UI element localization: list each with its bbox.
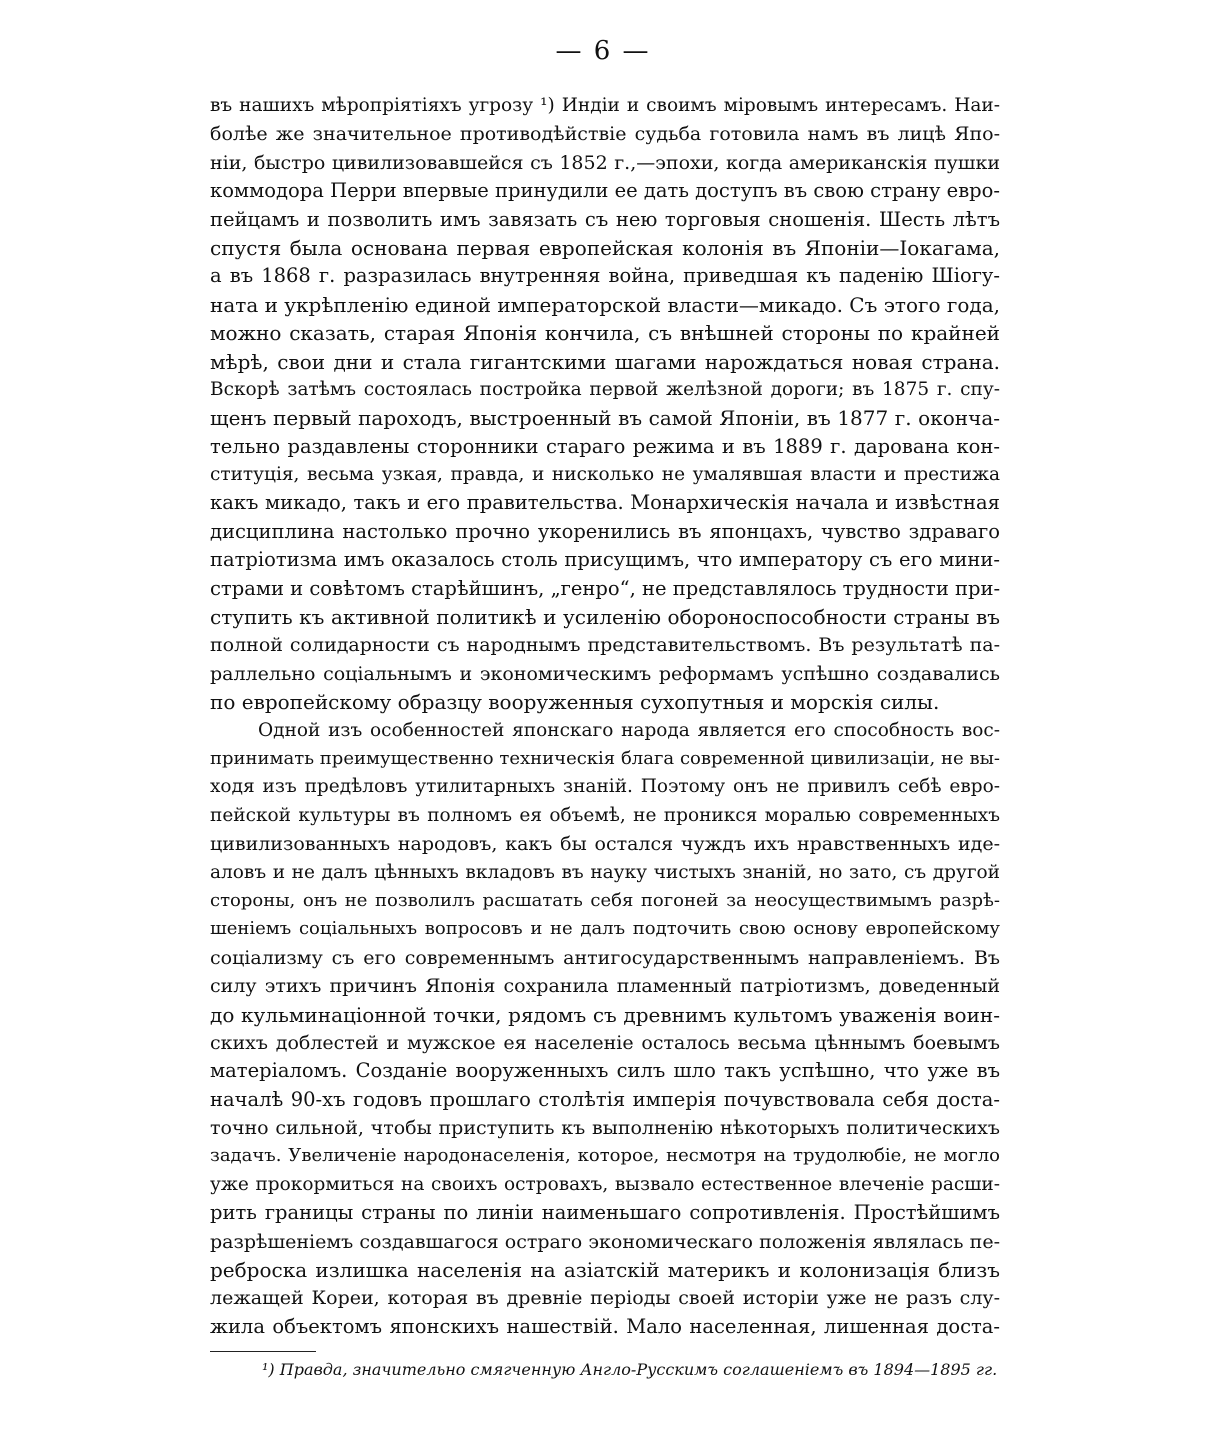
text-line: полной солидарности съ народнымъ представительствомъ. Въ результатѣ па- <box>210 634 1000 657</box>
text-line: ституція, весьма узкая, правда, и нисколько не умалявшая власти и престижа <box>210 464 1000 486</box>
text-line: уже прокормиться на своихъ островахъ, вызвало естественное влеченіе расши- <box>210 1173 1000 1195</box>
text-line: ніи, быстро цивилизовавшейся съ 1852 г.,—эпохи, когда американскія пушки <box>210 151 1000 174</box>
text-line: какъ микадо, такъ и его правительства. Монархическія начала и извѣстная <box>210 491 1000 515</box>
text-line: аловъ и не далъ цѣнныхъ вкладовъ въ науку чистыхъ знаній, но зато, съ другой <box>210 861 1000 883</box>
text-line: дисциплина настолько прочно укоренились въ японцахъ, чувство здраваго <box>210 519 1000 543</box>
text-line: реброска излишка населенія на азіатскій материкъ и колонизація близъ <box>210 1258 1000 1283</box>
text-line: матеріаломъ. Созданіе вооруженныхъ силъ шло такъ успѣшно, что уже въ <box>210 1059 1000 1083</box>
footnote-divider <box>210 1351 316 1352</box>
text-line: пейцамъ и позволить имъ завязать съ нею торговыя сношенія. Шесть лѣтъ <box>210 207 1000 231</box>
text-line: цивилизованныхъ народовъ, какъ бы остался чуждъ ихъ нравственныхъ иде- <box>210 833 1000 856</box>
text-line: а въ 1868 г. разразилась внутренняя война, приведшая къ паденію Шіогу- <box>210 264 1000 288</box>
text-line: до кульминаціонной точки, рядомъ съ древнимъ культомъ уваженія воин- <box>210 1002 1000 1027</box>
paragraph-1 <box>210 92 1000 717</box>
text-line: раллельно соціальнымъ и экономическимъ реформамъ успѣшно создавались <box>210 662 1000 685</box>
text-line: по европейскому образцу вооруженныя сухопутныя и морскія силы. <box>210 690 940 715</box>
text-line: ходя изъ предѣловъ утилитарныхъ знаній. Поэтому онъ не привилъ себѣ евро- <box>210 776 1000 798</box>
text-line: стороны, онъ не позволилъ расшатать себя погоней за неосуществимымъ разрѣ- <box>210 889 1000 911</box>
text-line: принимать преимущественно техническія блага современной цивилизаціи, не вы- <box>210 747 1000 769</box>
text-line: пейской культуры въ полномъ ея объемѣ, не проникся моралью современныхъ <box>210 804 1000 826</box>
text-line: силу этихъ причинъ Японія сохранила пламенный патріотизмъ, доведенный <box>210 975 1000 998</box>
text-line: разрѣшеніемъ создавшагося остраго экономическаго положенія являлась пе- <box>210 1230 1000 1253</box>
text-line: скихъ доблестей и мужское ея населеніе осталось весьма цѣннымъ боевымъ <box>210 1031 1000 1054</box>
paragraph-2 <box>210 717 1000 1342</box>
text-line: щенъ первый пароходъ, выстроенный въ самой Японіи, въ 1877 г. оконча- <box>210 406 1000 431</box>
text-line: тельно раздавлены сторонники стараго режима и въ 1889 г. дарована кон- <box>210 434 1000 458</box>
body-text <box>210 92 1000 1341</box>
text-line: шеніемъ соціальныхъ вопросовъ и не далъ подточить свою основу европейскому <box>210 918 1000 940</box>
text-line: ната и укрѣпленію единой императорской власти—микадо. Съ этого года, <box>210 292 1000 317</box>
text-line: мѣрѣ, свои дни и стала гигантскими шагами нарождаться новая страна. <box>210 349 1000 374</box>
text-line: рить границы страны по линіи наименьшаго сопротивленія. Простѣйшимъ <box>210 1201 1000 1225</box>
text-line: лежащей Кореи, которая въ древніе періоды своей исторіи уже не разъ слу- <box>210 1287 1000 1310</box>
text-line: началѣ 90-хъ годовъ прошлаго столѣтія имперія почувствовала себя доста- <box>210 1087 1000 1111</box>
text-line: задачъ. Увеличеніе народонаселенія, которое, несмотря на трудолюбіе, не могло <box>210 1145 1000 1167</box>
text-line: Одной изъ особенностей японскаго народа является его способность вос- <box>258 719 1000 741</box>
text-line: ступить къ активной политикѣ и усиленію обороноспособности страны въ <box>210 605 1000 630</box>
text-line: Вскорѣ затѣмъ состоялась постройка первой желѣзной дороги; въ 1875 г. спу- <box>210 378 1000 400</box>
text-line: жила объектомъ японскихъ нашествій. Мало населенная, лишенная доста- <box>210 1314 1000 1338</box>
footnote: ¹) Правда, значительно смягченную Англо-Русскимъ соглашеніемъ въ 1894—1895 гг. <box>262 1360 998 1379</box>
text-line: можно сказать, старая Японія кончила, съ внѣшней стороны по крайней <box>210 321 1000 346</box>
text-line: въ нашихъ мѣропріятіяхъ угрозу ¹) Индіи и своимъ міровымъ интересамъ. Наи- <box>210 95 1000 116</box>
text-line: болѣе же значительное противодѣйствіе судьба готовила намъ въ лицѣ Япо- <box>210 123 1000 146</box>
text-line: соціализму съ его современнымъ антигосударственнымъ направленіемъ. Въ <box>210 946 1000 969</box>
text-line: коммодора Перри впервые принудили ее дать доступъ въ свою страну евро- <box>210 179 1000 203</box>
text-line: точно сильной, чтобы приступить къ выполненію нѣкоторыхъ политическихъ <box>210 1117 1000 1140</box>
page-number: — 6 — <box>555 36 651 66</box>
text-line: страми и совѣтомъ старѣйшинъ, „генро“, не представлялось трудности при- <box>210 576 1001 600</box>
text-line: патріотизма имъ оказалось столь присущимъ, что императору съ его мини- <box>210 548 1000 572</box>
text-line: спустя была основана первая европейская колонія въ Японіи—Іокагама, <box>210 235 1000 260</box>
